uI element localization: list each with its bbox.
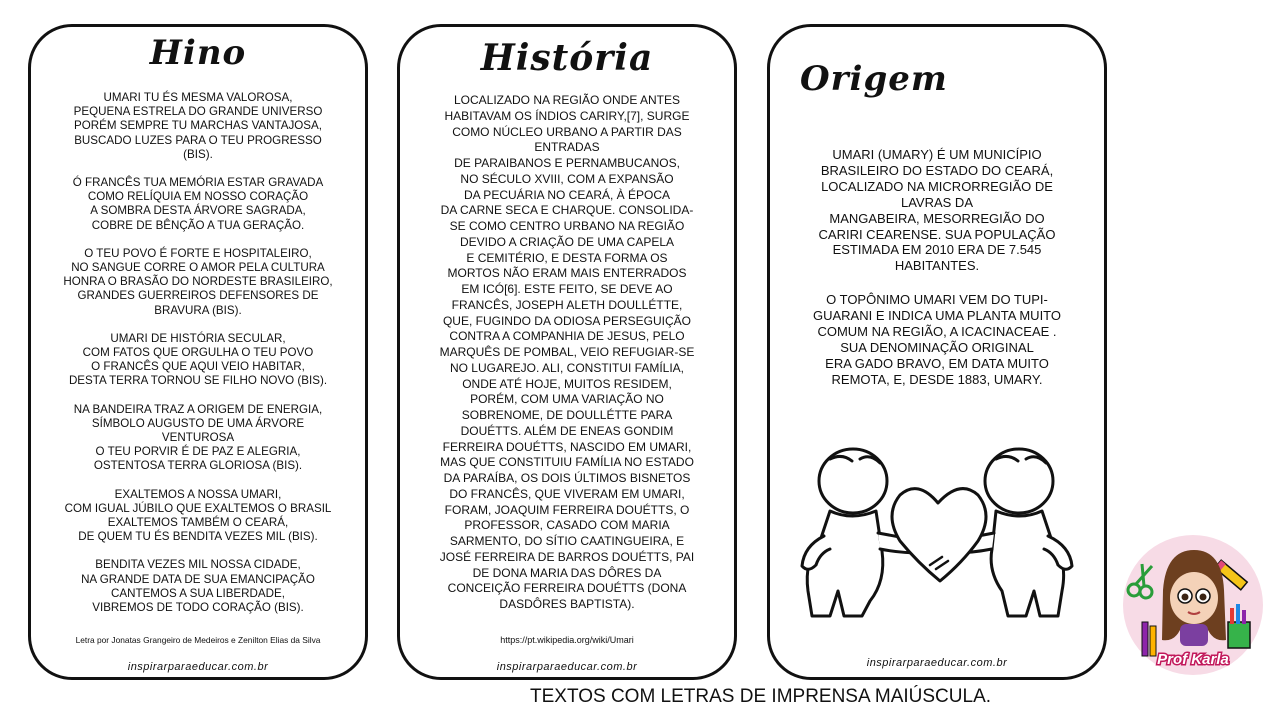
historia-line: NO LUGAREJO. ALI, CONSTITUI FAMÍLIA, (449, 360, 685, 375)
historia-card (397, 24, 737, 680)
hino-stanza (37, 91, 359, 162)
origem-line: HABITANTES. (894, 258, 980, 274)
hino-stanza (37, 247, 359, 318)
hino-line: O TEU POVO É FORTE E HOSPITALEIRO, (84, 246, 312, 260)
hino-line: EXALTEMOS TAMBÉM O CEARÁ, (107, 516, 289, 530)
prof-karla-logo (1118, 530, 1268, 680)
historia-line: DA CARNE SECA E CHARQUE. CONSOLIDA- (440, 203, 694, 218)
hino-stanza (37, 403, 359, 474)
origem-line: ERA GADO BRAVO, EM DATA MUITO (825, 355, 1049, 371)
origem-text (780, 147, 1094, 406)
origem-line: O TOPÔNIMO UMARI VEM DO TUPI- (826, 292, 1048, 308)
hino-line: COMO RELÍQUIA EM NOSSO CORAÇÃO (87, 190, 309, 204)
historia-line: FRANCÊS, JOSEPH ALETH DOULLÉTTE, (451, 297, 683, 312)
historia-line: ONDE ATÉ HOJE, MUITOS RESIDEM, (462, 376, 672, 391)
historia-line: JOSÉ FERREIRA DE BARROS DOUÉTTS, PAI (439, 549, 695, 564)
hino-stanza (37, 488, 359, 545)
hino-line: UMARI TU ÉS MESMA VALOROSA, (103, 91, 293, 104)
hino-line: BENDITA VEZES MIL NOSSA CIDADE, (95, 558, 301, 572)
historia-line: SOBRENOME, DE DOULLÉTTE PARA (461, 408, 673, 422)
hino-line: NA BANDEIRA TRAZ A ORIGEM DE ENERGIA, (73, 402, 323, 416)
hino-line: VENTUROSA (161, 431, 235, 445)
hino-line: (BIS). (183, 147, 213, 161)
historia-line: HABITAVAM OS ÍNDIOS CARIRY,[7], SURGE (444, 108, 690, 123)
hino-line: BRAVURA (BIS). (154, 303, 242, 317)
origem-title: Origem (800, 59, 948, 99)
historia-line: DASDÔRES BAPTISTA). (499, 597, 635, 611)
hino-footer: inspirarparaeducar.com.br (127, 661, 269, 673)
hino-line: COM IGUAL JÚBILO QUE EXALTEMOS O BRASIL (64, 501, 332, 515)
hino-line: PORÉM SEMPRE TU MARCHAS VANTAJOSA, (73, 119, 322, 133)
historia-source: https://pt.wikipedia.org/wiki/Umari (500, 635, 634, 645)
origem-paragraph (780, 147, 1094, 274)
historia-text (404, 93, 730, 613)
historia-line: CONTRA A COMPANHIA DE JESUS, PELO (449, 329, 685, 344)
historia-line: SE COMO CENTRO URBANO NA REGIÃO (449, 219, 685, 233)
historia-line: LOCALIZADO NA REGIÃO ONDE ANTES (453, 93, 681, 107)
hino-line: Ó FRANCÊS TUA MEMÓRIA ESTAR GRAVADA (72, 176, 324, 190)
hino-line: GRANDES GUERREIROS DEFENSORES DE (77, 289, 319, 303)
hino-line: A SOMBRA DESTA ÁRVORE SAGRADA, (90, 204, 306, 218)
origem-line: LAVRAS DA (900, 194, 973, 210)
hino-line: EXALTEMOS A NOSSA UMARI, (114, 487, 282, 501)
origem-line: GUARANI E INDICA UMA PLANTA MUITO (812, 308, 1061, 324)
hino-line: BUSCADO LUZES PARA O TEU PROGRESSO (74, 133, 322, 147)
logo-label: Prof Karla (1157, 651, 1229, 668)
hino-line: COBRE DE BÊNÇÃO A TUA GERAÇÃO. (91, 218, 305, 232)
hino-title: Hino (149, 33, 247, 73)
origem-line: SUA DENOMINAÇÃO ORIGINAL (840, 339, 1034, 355)
hino-stanza (37, 558, 359, 615)
hino-line: DESTA TERRA TORNOU SE FILHO NOVO (BIS). (68, 374, 328, 388)
hino-line: CANTEMOS A SUA LIBERDADE, (111, 586, 285, 600)
historia-line: DE PARAIBANOS E PERNAMBUCANOS, (454, 156, 680, 170)
historia-line: PROFESSOR, CASADO COM MARIA (464, 518, 670, 533)
hino-line: VIBREMOS DE TODO CORAÇÃO (BIS). (92, 601, 304, 615)
origem-line: MANGABEIRA, MESORREGIÃO DO (829, 210, 1045, 226)
historia-footer: inspirarparaeducar.com.br (496, 661, 638, 673)
origem-line: ESTIMADA EM 2010 ERA DE 7.545 (832, 242, 1042, 258)
historia-line: DEVIDO A CRIAÇÃO DE UMA CAPELA (459, 234, 675, 249)
hino-lyrics (37, 91, 359, 629)
historia-line: ENTRADAS (534, 140, 600, 155)
hino-line: UMARI DE HISTÓRIA SECULAR, (110, 331, 286, 345)
historia-line: DOUÉTTS. ALÉM DE ENEAS GONDIM (460, 423, 674, 438)
historia-line: MAS QUE CONSTITUIU FAMÍLIA NO ESTADO (440, 455, 694, 470)
hino-line: DE QUEM TU ÉS BENDITA VEZES MIL (BIS). (78, 530, 318, 544)
historia-line: QUE, FUGINDO DA ODIOSA PERSEGUIÇÃO (442, 313, 692, 328)
historia-line: DE DONA MARIA DAS DÔRES DA (472, 565, 662, 580)
historia-line: DA PECUÁRIA NO CEARÁ, À ÉPOCA (463, 187, 671, 202)
hino-line: PEQUENA ESTRELA DO GRANDE UNIVERSO (73, 105, 323, 119)
hino-line: OSTENTOSA TERRA GLORIOSA (BIS). (93, 459, 303, 473)
historia-line: FORAM, JOAQUIM FERREIRA DOUÉTTS, O (444, 502, 690, 517)
hino-line: NA GRANDE DATA DE SUA EMANCIPAÇÃO (81, 572, 315, 586)
origem-line: BRASILEIRO DO ESTADO DO CEARÁ, (820, 162, 1054, 178)
origem-line: LOCALIZADO NA MICRORREGIÃO DE (821, 178, 1053, 194)
friends-heart-illustration (790, 441, 1090, 621)
historia-title: História (480, 37, 654, 79)
origem-line: REMOTA, E, DESDE 1883, UMARY. (831, 371, 1043, 387)
hino-line: SÍMBOLO AUGUSTO DE UMA ÁRVORE (91, 416, 305, 430)
origem-card (767, 24, 1107, 680)
origem-line: CARIRI CEARENSE. SUA POPULAÇÃO (818, 226, 1056, 242)
origem-footer: inspirarparaeducar.com.br (866, 657, 1008, 669)
historia-line: DA PARAÍBA, OS DOIS ÚLTIMOS BISNETOS (443, 471, 691, 485)
hino-credit: Letra por Jonatas Grangeiro de Medeiros e Zenilton Elias da Silva (75, 635, 321, 645)
historia-line: EM ICÓ[6]. ESTE FEITO, SE DEVE AO (461, 282, 673, 296)
historia-line: FERREIRA DOUÉTTS, NASCIDO EM UMARI, (442, 439, 692, 454)
hino-line: NO SANGUE CORRE O AMOR PELA CULTURA (71, 261, 325, 275)
historia-line: MORTOS NÃO ERAM MAIS ENTERRADOS (447, 266, 687, 281)
historia-line: DO FRANCÊS, QUE VIVERAM EM UMARI, (449, 486, 685, 501)
hino-stanza (37, 176, 359, 233)
historia-line: SARMENTO, DO SÍTIO CAATINGUEIRA, E (449, 534, 685, 548)
hino-line: COM FATOS QUE ORGULHA O TEU POVO (82, 346, 314, 360)
origem-paragraph (780, 292, 1094, 387)
hino-line: HONRA O BRASÃO DO NORDESTE BRASILEIRO, (63, 275, 333, 289)
hino-line: O FRANCÊS QUE AQUI VEIO HABITAR, (91, 360, 305, 374)
historia-line: E CEMITÉRIO, E DESTA FORMA OS (466, 250, 668, 265)
historia-line: NO SÉCULO XVIII, COM A EXPANSÃO (460, 171, 674, 186)
historia-line: MARQUÊS DE POMBAL, VEIO REFUGIAR-SE (439, 345, 695, 359)
historia-line: COMO NÚCLEO URBANO A PARTIR DAS (452, 124, 682, 139)
historia-line: PORÉM, COM UMA VARIAÇÃO NO (470, 392, 664, 407)
origem-line: UMARI (UMARY) É UM MUNICÍPIO (832, 147, 1042, 162)
hino-card (28, 24, 368, 680)
origem-line: COMUM NA REGIÃO, A ICACINACEAE . (817, 324, 1057, 340)
historia-line: CONCEIÇÃO FERREIRA DOUÉTTS (DONA (447, 581, 687, 596)
bottom-caption: TEXTOS COM LETRAS DE IMPRENSA MAIÚSCULA. (530, 686, 992, 707)
hino-stanza (37, 332, 359, 389)
hino-line: O TEU PORVIR É DE PAZ E ALEGRIA, (95, 445, 301, 459)
